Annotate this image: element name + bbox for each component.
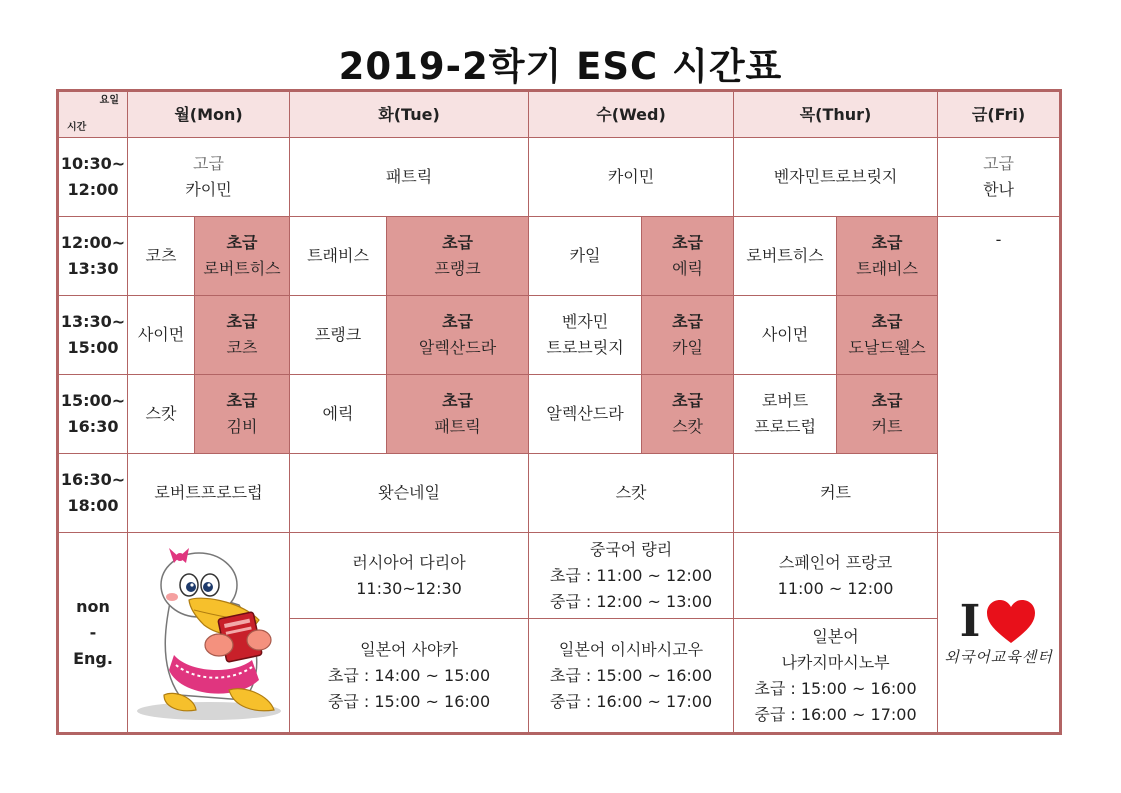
mascot-cell [128, 533, 290, 734]
course-title: 일본어 [812, 626, 859, 646]
teacher-name: 알렉산드라 [418, 338, 497, 357]
cell-thu-4a [734, 375, 837, 454]
page-title: 2019-2학기 ESC 시간표 [338, 45, 783, 88]
time-start: 13:30~ [60, 312, 126, 331]
beginner-label: 초급 [871, 312, 903, 331]
logo-text: 외국어교육센터 [944, 647, 1053, 666]
cell-tue-3b [387, 296, 529, 375]
beginner-label: 초급 [672, 233, 703, 252]
eng-label: Eng. [73, 648, 113, 668]
header-tue: 화(Tue) [290, 91, 529, 138]
time-start: 15:00~ [60, 391, 126, 410]
cell-wed-2b [642, 217, 734, 296]
course-time-beginner: 초급 : 11:00 ~ 12:00 [549, 565, 713, 585]
teacher-name-line1: 벤자민 [561, 312, 609, 331]
cell-mon-2b [195, 217, 290, 296]
time-slot-1 [58, 138, 128, 217]
beginner-label: 초급 [871, 233, 903, 252]
cell-thu-3b [837, 296, 938, 375]
beginner-label: 초급 [871, 391, 903, 410]
cell-wed-1: 카이민 [529, 138, 734, 217]
teacher-name: 로버트히스 [203, 259, 281, 278]
cell-wed-3b [642, 296, 734, 375]
cell-mon-5: 로버트프로드럽 [128, 454, 290, 533]
cell-mon-3a: 사이먼 [128, 296, 195, 375]
course-time-beginner: 초급 : 15:00 ~ 16:00 [754, 678, 917, 698]
time-end: 13:30 [67, 259, 119, 278]
teacher-name: 도날드웰스 [848, 338, 926, 357]
teacher-name: 코츠 [226, 338, 258, 357]
cell-fri-merged: - [938, 217, 1061, 533]
header-mon: 월(Mon) [128, 91, 290, 138]
heart-icon [985, 599, 1037, 645]
corner-day-label: 요일 [99, 95, 119, 106]
cell-tue-2b [387, 217, 529, 296]
teacher-name: 커트 [871, 417, 903, 436]
time-slot-non-eng [58, 533, 128, 734]
time-slot-2 [58, 217, 128, 296]
teacher-name: 한나 [983, 180, 1014, 199]
beginner-label: 초급 [442, 312, 473, 331]
course-time: 11:30~12:30 [356, 578, 462, 598]
beginner-label: 초급 [672, 391, 703, 410]
course-title: 스페인어 프랑코 [778, 552, 893, 572]
logo-cell [938, 533, 1061, 734]
teacher-name: 카일 [672, 338, 703, 357]
time-slot-5 [58, 454, 128, 533]
pelican-mascot-icon [134, 545, 284, 721]
cell-wed-5: 스캇 [529, 454, 734, 533]
cell-thu-2a: 로버트히스 [734, 217, 837, 296]
time-end: 18:00 [67, 496, 119, 515]
beginner-label: 초급 [442, 233, 473, 252]
teacher-name: 패트릭 [434, 417, 481, 436]
cell-wed-2a: 카일 [529, 217, 642, 296]
course-title: 일본어 이시바시고우 [558, 639, 704, 659]
teacher-name: 트래비스 [856, 259, 918, 278]
center-logo [938, 595, 1059, 668]
cell-chinese [529, 533, 734, 619]
level-label: 고급 [193, 154, 224, 173]
cell-thu-3a: 사이먼 [734, 296, 837, 375]
teacher-name: 카이민 [185, 180, 232, 199]
cell-mon-3b [195, 296, 290, 375]
non-label: non [76, 596, 110, 616]
teacher-name: 프랭크 [434, 259, 481, 278]
course-title: 중국어 량리 [589, 539, 673, 559]
time-slot-3 [58, 296, 128, 375]
teacher-name: 에릭 [672, 259, 703, 278]
beginner-label: 초급 [226, 233, 258, 252]
course-time-intermediate: 중급 : 16:00 ~ 17:00 [549, 691, 713, 711]
teacher-name: 스캇 [672, 417, 703, 436]
cell-tue-5: 왓슨네일 [290, 454, 529, 533]
header-fri: 금(Fri) [938, 91, 1061, 138]
cell-tue-3a: 프랭크 [290, 296, 387, 375]
course-title: 일본어 사야카 [360, 639, 458, 659]
cell-tue-4a: 에릭 [290, 375, 387, 454]
cell-japanese-nakajima [734, 619, 938, 734]
cell-thu-5: 커트 [734, 454, 938, 533]
teacher-name-line2: 트로브릿지 [546, 338, 624, 357]
teacher-name-line1: 로버트 [761, 391, 809, 410]
cell-thu-4b [837, 375, 938, 454]
timetable [56, 89, 1062, 735]
beginner-label: 초급 [442, 391, 473, 410]
cell-japanese-sayaka [290, 619, 529, 734]
teacher-name: 나카지마시노부 [781, 652, 890, 672]
time-end: 16:30 [67, 417, 119, 436]
dash-label: - [89, 622, 97, 642]
cell-fri-1 [938, 138, 1061, 217]
course-title: 러시아어 다리아 [352, 552, 466, 572]
cell-wed-3a [529, 296, 642, 375]
cell-mon-2a: 코츠 [128, 217, 195, 296]
time-start: 12:00~ [60, 233, 126, 252]
corner-time-label: 시간 [67, 122, 87, 133]
cell-wed-4b [642, 375, 734, 454]
cell-russian [290, 533, 529, 619]
time-start: 16:30~ [60, 470, 126, 489]
cell-tue-4b [387, 375, 529, 454]
course-time-beginner: 초급 : 14:00 ~ 15:00 [327, 665, 491, 685]
cell-mon-4a: 스캇 [128, 375, 195, 454]
header-wed: 수(Wed) [529, 91, 734, 138]
beginner-label: 초급 [226, 312, 258, 331]
time-end: 15:00 [67, 338, 119, 357]
teacher-name: 김비 [226, 417, 258, 436]
cell-spanish [734, 533, 938, 619]
cell-thu-2b [837, 217, 938, 296]
course-time: 11:00 ~ 12:00 [777, 578, 894, 598]
cell-thu-1: 벤자민트로브릿지 [734, 138, 938, 217]
level-label: 고급 [983, 154, 1014, 173]
corner-header [58, 91, 128, 138]
time-start: 10:30~ [60, 154, 126, 173]
beginner-label: 초급 [672, 312, 703, 331]
logo-letter: I [959, 595, 981, 647]
cell-tue-1: 패트릭 [290, 138, 529, 217]
beginner-label: 초급 [226, 391, 258, 410]
time-slot-4 [58, 375, 128, 454]
course-time-intermediate: 중급 : 16:00 ~ 17:00 [754, 704, 917, 724]
cell-mon-4b [195, 375, 290, 454]
course-time-beginner: 초급 : 15:00 ~ 16:00 [549, 665, 713, 685]
cell-mon-1 [128, 138, 290, 217]
course-time-intermediate: 중급 : 15:00 ~ 16:00 [327, 691, 491, 711]
course-time-intermediate: 중급 : 12:00 ~ 13:00 [549, 591, 713, 611]
time-end: 12:00 [67, 180, 119, 199]
cell-wed-4a: 알렉산드라 [529, 375, 642, 454]
cell-tue-2a: 트래비스 [290, 217, 387, 296]
cell-japanese-ishibashi [529, 619, 734, 734]
header-thu: 목(Thur) [734, 91, 938, 138]
teacher-name-line2: 프로드럽 [754, 417, 816, 436]
